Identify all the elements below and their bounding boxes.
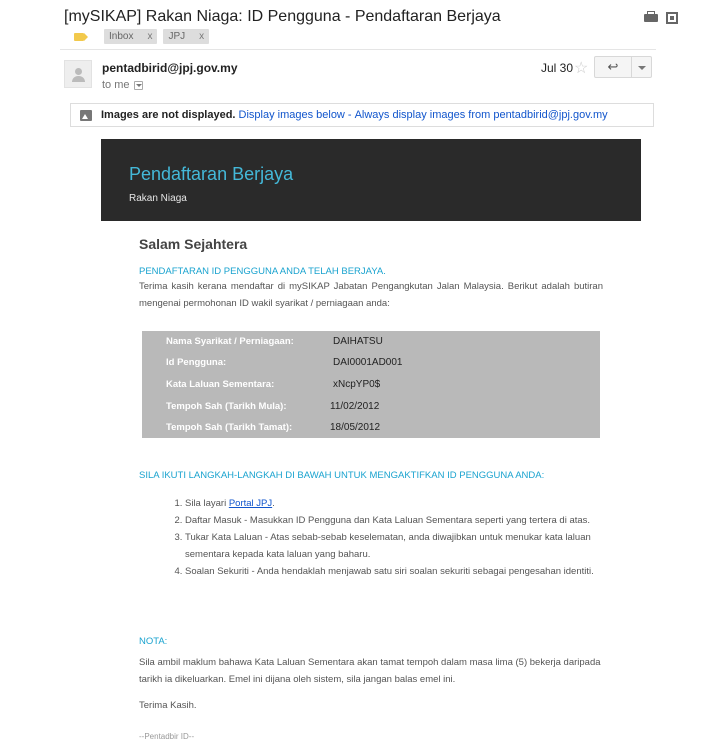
print-icon[interactable] xyxy=(644,14,658,22)
more-actions-button[interactable] xyxy=(632,56,652,78)
detail-label: Nama Syarikat / Perniagaan: xyxy=(166,336,294,347)
remove-label-icon[interactable]: x xyxy=(147,31,153,42)
nota-text: Sila ambil maklum bahawa Kata Laluan Sementara akan tamat tempoh dalam masa lima (5) bekerja daripada tarikh ia dikeluarkan. Emel ini dijana oleh sistem, sila jangan balas emel ini. xyxy=(139,657,601,685)
reply-button[interactable] xyxy=(594,56,632,78)
list-item: 4. Soalan Sekuriti - Anda hendaklah menjawab satu siri soalan sekuriti sebagai pengesahan identiti. xyxy=(185,563,615,580)
label-chip-inbox[interactable] xyxy=(104,29,157,44)
signoff: --Pentadbir ID-- xyxy=(139,732,195,741)
email-banner xyxy=(101,139,641,221)
images-not-displayed-bar xyxy=(70,103,654,127)
list-item: 2. Daftar Masuk - Masukkan ID Pengguna dan Kata Laluan Sementara seperti yang tertera di atas. xyxy=(185,512,615,529)
steps-heading: SILA IKUTI LANGKAH-LANGKAH DI BAWAH UNTUK MENGAKTIFKAN ID PENGGUNA ANDA: xyxy=(139,470,545,481)
details-table xyxy=(142,331,600,438)
detail-label: Tempoh Sah (Tarikh Tamat): xyxy=(166,422,293,433)
show-details-icon[interactable] xyxy=(134,81,143,90)
list-item xyxy=(185,495,615,512)
portal-jpj-link[interactable]: Portal JPJ xyxy=(228,498,273,509)
label-chip-name[interactable]: Inbox xyxy=(109,31,134,42)
recipient-line xyxy=(102,79,143,91)
reply-group xyxy=(594,56,652,78)
banner-title: Pendaftaran Berjaya xyxy=(129,164,294,184)
reply-icon: ↩ xyxy=(607,59,619,74)
label-chip-name[interactable]: JPJ xyxy=(168,31,186,42)
label-chip-jpj[interactable] xyxy=(163,29,209,44)
steps-list xyxy=(165,495,615,580)
detail-label: Id Pengguna: xyxy=(166,357,227,368)
email-subject: [mySIKAP] Rakan Niaga: ID Pengguna - Pendaftaran Berjaya xyxy=(64,8,501,25)
list-item: 3. Tukar Kata Laluan - Atas sebab-sebab keselematan, anda diwajibkan untuk menukar kata laluan sementara kepada kata laluan yang baharu. xyxy=(185,529,615,563)
status-message: PENDAFTARAN ID PENGGUNA ANDA TELAH BERJAYA. xyxy=(139,266,386,277)
email-body xyxy=(139,236,603,312)
recipient-text: to me xyxy=(102,79,130,91)
display-images-link[interactable]: Display images below xyxy=(238,109,345,121)
detail-value: 11/02/2012 xyxy=(330,401,380,412)
intro-paragraph: Terima kasih kerana mendaftar di mySIKAP Jabatan Pengangkutan Jalan Malaysia. Berikut adalah butiran mengenai permohonan ID wakil syarikat / perniagaan anda: xyxy=(139,281,603,309)
header-divider xyxy=(60,49,656,50)
detail-value: 18/05/2012 xyxy=(330,422,381,433)
detail-value: xNcpYP0$ xyxy=(333,379,381,390)
closing-thanks: Terima Kasih. xyxy=(139,700,197,711)
top-actions xyxy=(644,12,678,24)
image-icon xyxy=(80,110,92,121)
images-notice: Images are not displayed. xyxy=(101,109,236,121)
star-icon[interactable]: ☆ xyxy=(574,60,589,77)
sender-avatar xyxy=(64,60,92,88)
remove-label-icon[interactable]: x xyxy=(199,31,205,42)
detail-label: Kata Laluan Sementara: xyxy=(166,379,275,390)
label-row xyxy=(74,29,209,44)
link-separator: - xyxy=(347,109,352,121)
label-tag-icon[interactable] xyxy=(74,33,84,41)
detail-value: DAIHATSU xyxy=(333,336,383,347)
banner-subtitle: Rakan Niaga xyxy=(129,193,187,204)
email-date: Jul 30 xyxy=(541,61,574,75)
greeting: Salam Sejahtera xyxy=(139,236,248,252)
new-window-icon[interactable] xyxy=(666,12,678,24)
sender-address[interactable]: pentadbirid@jpj.gov.my xyxy=(102,61,238,75)
always-display-images-link[interactable]: Always display images from pentadbirid@jpj.gov.my xyxy=(354,109,608,121)
nota-heading: NOTA: xyxy=(139,636,168,647)
detail-value: DAI0001AD001 xyxy=(333,357,403,368)
detail-label: Tempoh Sah (Tarikh Mula): xyxy=(166,401,287,412)
step1-suffix: . xyxy=(272,498,275,509)
step1-prefix: Sila layari xyxy=(185,498,229,509)
